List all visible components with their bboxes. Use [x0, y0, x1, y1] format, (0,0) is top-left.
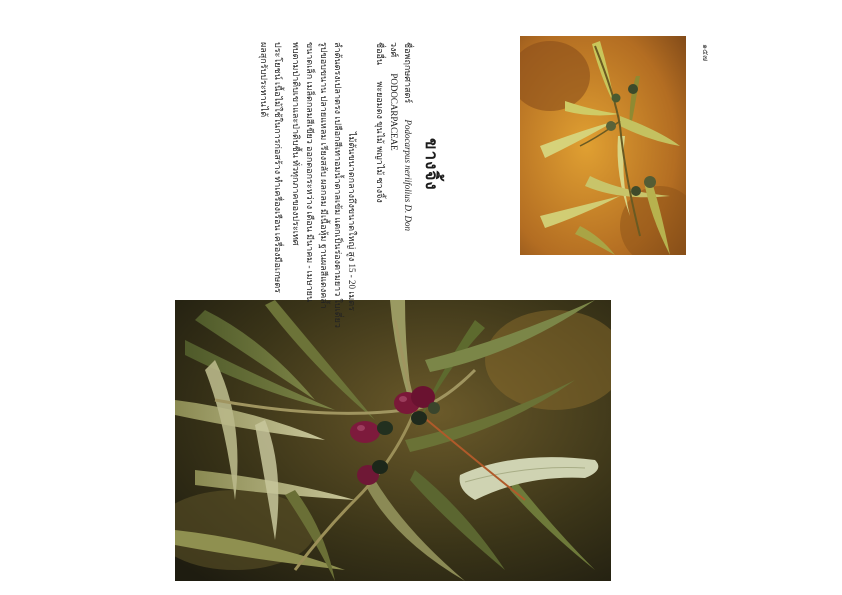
page-number-text: ๑๕๗	[701, 44, 710, 62]
other-names-label: ชื่ออื่น	[375, 42, 385, 66]
small-photo-graphic	[520, 36, 686, 255]
paragraph-line: ประโยชน์ เนื้อไม้ใช้ในการก่อสร้าง ทำเครื่องเรือน เครื่องมือเกษตร	[273, 42, 283, 293]
paragraph-line: พบตามป่าดิบเขาและป่าดิบชื้น ทั่วทุกภาคของประเทศ	[291, 42, 301, 246]
family-name: PODOCARPACEAE	[389, 73, 399, 151]
scientific-name-line	[401, 42, 415, 231]
family-label: วงศ์	[389, 42, 399, 58]
scientific-name: Podocarpus neriifolius D. Don	[403, 119, 413, 231]
paragraph-line: ไม้ต้นขนาดกลางถึงขนาดใหญ่ สูง 15 - 20 เมตร	[347, 132, 357, 311]
page-title: ขางจิ้ง	[422, 138, 441, 191]
paragraph-line: ผลสุกรับประทานได้	[259, 42, 269, 118]
paragraph-line: ลำต้นตรงเปลาตรง เปลือกสีเทาอมน้ำตาลเข้ม แตกเป็นร่องตามยาว ใบเดี่ยว	[333, 42, 343, 328]
other-names: พะยอมดง ขุนไม้ พญาไม้ ซางจิ้ง	[375, 81, 385, 203]
small-plant-photo	[520, 36, 686, 255]
other-names-line	[373, 42, 387, 203]
page-number	[702, 44, 714, 68]
scientific-name-label: ชื่อพฤกษศาสตร์	[403, 42, 413, 104]
paragraph-line: รูปขอบขนาน ปลายแหลม เรียงสลับ ผลกลม มีเนื้อหุ้ม ฐานผลสีแดงคล้ำ	[319, 42, 329, 309]
text-column-rotated	[189, 42, 445, 372]
paragraph-line: ขนาดเล็ก เมล็ดกลมสีเขียว ออกดอกระหว่าง เดือน มีนาคม - เมษายน	[305, 42, 315, 303]
text-column	[189, 42, 445, 372]
family-line	[387, 42, 401, 151]
